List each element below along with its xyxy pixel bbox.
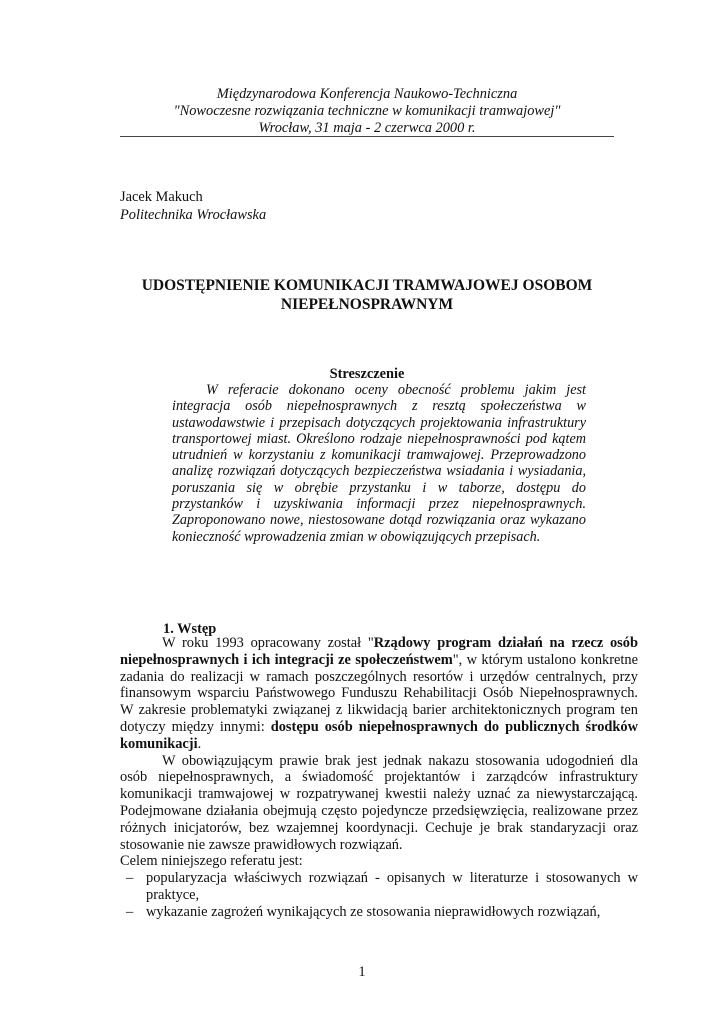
list-item [120, 904, 638, 921]
conference-name: Międzynarodowa Konferencja Naukowo-Techniczna [216, 86, 518, 102]
paper-title-line-1: UDOSTĘPNIENIE KOMUNIKACJI TRAMWAJOWEJ OSOBOM [141, 277, 593, 294]
conference-place-date: Wrocław, 31 maja - 2 czerwca 2000 r. [258, 120, 476, 136]
conference-theme: "Nowoczesne rozwiązania techniczne w komunikacji tramwajowej" [173, 103, 561, 119]
author-affiliation: Politechnika Wrocławska [120, 207, 267, 223]
author-name: Jacek Makuch [120, 189, 203, 205]
section-heading: 1. Wstęp [163, 621, 217, 637]
paragraph-1 [120, 635, 638, 753]
author-block [120, 188, 266, 224]
abstract-text: W referacie dokonano oceny obecność problemu jakim jest integracja osób niepełnosprawnych z resztą społeczeństwa w ustawodawstwie i przepisach dotyczących projektowania infrastruktury transportowej miast. Określono rodzaje niepełnosprawności pod kątem utrudnień w korzystaniu z komunikacji tramwajowej. Przeprowadzono analizę rozwiązań dotyczących bezpieczeństwa wsiadania i wysiadania, poruszania się w obrębie przystanku i w taborze, dostępu do przystanków i uzyskiwania informacji przez niepełnosprawnych. Zaproponowano nowe, niestosowane dotąd rozwiązania oraz wykazano konieczność wprowadzenia zmian w obowiązujących przepisach. [172, 382, 586, 545]
paragraph-2: W obowiązującym prawie brak jest jednak nakazu stosowania udogodnień dla osób niepełnosprawnych, a świadomość projektantów i zarządców infrastruktury komunikacji tramwajowej w rozpatrywanej kwestii należy uznać za niewystarczającą. Podejmowane działania obejmują często pojedyncze przedsięwzięcia, realizowane przez różnych inicjatorów, bez wzajemnej koordynacji. Cechuje je brak standaryzacji oraz stosowanie nie zawsze prawidłowych rozwiązań. [120, 752, 638, 853]
paragraph-1-text-b: ", w którym ustalono konkretne zadania do realizacji w ramach poszczególnych resortów i urzędów centralnych, przy finansowym wsparciu Państwowego Funduszu Rehabilitacji Osób Niepełnosprawnych. W zakresie problematyki związanej z likwidacją barier architektonicznych program ten dotyczy między innymi: [120, 651, 638, 735]
paragraph-1-text-a: W roku 1993 opracowany został " [162, 635, 374, 651]
section-body [120, 635, 638, 921]
header-rule [120, 136, 614, 137]
paper-title-line-2: NIEPEŁNOSPRAWNYM [280, 296, 454, 313]
list-item-text: popularyzacja właściwych rozwiązań - opisanych w literaturze i stosowanych w praktyce, [146, 870, 638, 903]
abstract-heading: Streszczenie [329, 366, 405, 382]
bullet-dash: – [126, 903, 134, 920]
program-name-bold: Rządowy program działań na rzecz osób niepełnosprawnych i ich integracji ze społeczeństwem [120, 635, 638, 668]
list-item-text: wykazanie zagrożeń wynikających ze stosowania nieprawidłowych rozwiązań, [146, 903, 601, 920]
aims-list [120, 870, 638, 920]
bullet-dash: – [126, 870, 134, 887]
transport-access-bold: dostępu osób niepełnosprawnych do publicznych środków komunikacji [120, 718, 639, 752]
paper-title [120, 276, 614, 314]
page-number: 1 [358, 964, 366, 980]
paragraph-3: Celem niniejszego referatu jest: [120, 853, 303, 870]
paragraph-1-text-c: . [197, 735, 202, 752]
conference-header [120, 86, 614, 137]
list-item [120, 870, 638, 904]
